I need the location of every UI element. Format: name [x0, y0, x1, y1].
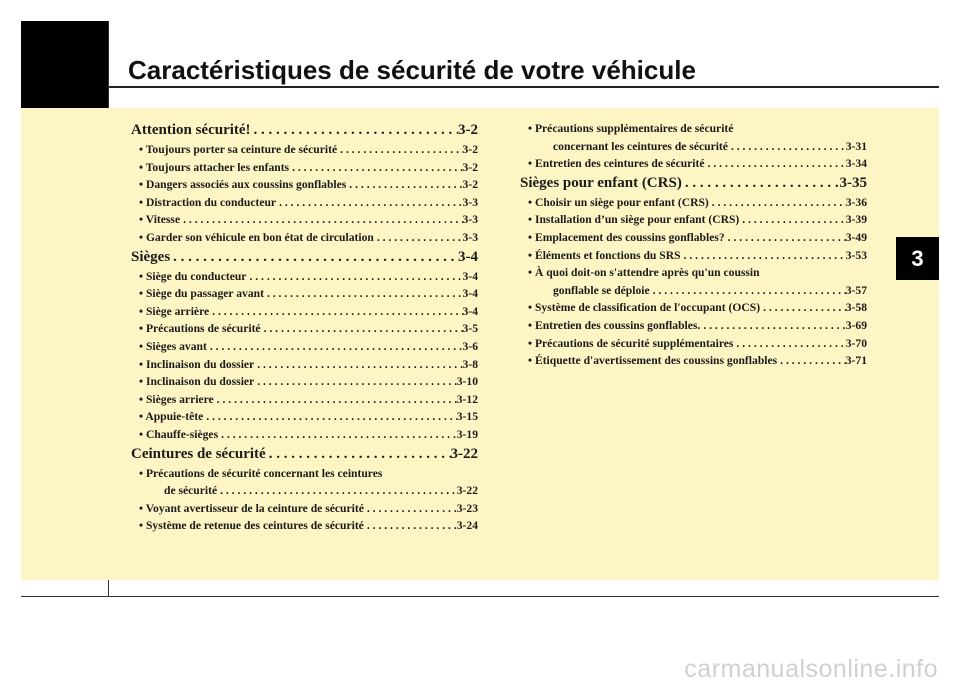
toc-item[interactable]: • Système de classification de l'occupant (OCS) . . . 3-58 — [520, 301, 867, 319]
leader-dots — [739, 213, 845, 226]
leader-dots — [728, 140, 846, 153]
leader-dots — [289, 161, 462, 174]
toc-right-column — [520, 122, 867, 372]
leader-dots — [760, 301, 846, 314]
leader-dots — [374, 231, 463, 244]
watermark: carmanualsonline.info — [684, 655, 938, 683]
leader-dots — [203, 410, 456, 423]
leader-dots — [254, 375, 457, 388]
leader-dots — [207, 340, 463, 353]
toc-item[interactable]: • Siège du passager avant . . . 3-4 — [131, 287, 478, 305]
toc-item[interactable]: de sécurité . . . 3-22 — [131, 484, 478, 502]
toc-item[interactable]: • Siège du conducteur . . . 3-4 — [131, 270, 478, 288]
leader-dots — [218, 428, 457, 441]
toc-item[interactable]: • Siège arrière . . . 3-4 — [131, 305, 478, 323]
leader-dots — [777, 354, 846, 367]
leader-dots — [251, 122, 458, 139]
leader-dots — [264, 287, 463, 300]
title-underline — [109, 86, 939, 88]
toc-section[interactable]: Ceintures de sécurité . . . 3-22 — [131, 446, 478, 467]
leader-dots — [214, 393, 457, 406]
toc-item[interactable]: • Entretien des coussins gonflables. . . . 3-69 — [520, 319, 867, 337]
leader-dots — [276, 196, 462, 209]
leader-dots — [180, 213, 462, 226]
leader-dots — [364, 519, 457, 532]
leader-dots — [705, 157, 846, 170]
toc-item-first-line[interactable]: • À quoi doit-on s'attendre après qu'un coussin — [528, 266, 760, 280]
toc-item[interactable]: • Inclinaison du dossier . . . 3-10 — [131, 375, 478, 393]
toc-item[interactable]: • Appuie-tête . . . 3-15 — [131, 410, 478, 428]
toc-item[interactable]: • Chauffe-sièges . . . 3-19 — [131, 428, 478, 446]
toc-item[interactable]: • Sièges avant . . . 3-6 — [131, 340, 478, 358]
leader-dots — [170, 249, 458, 266]
toc-item[interactable]: • Toujours attacher les enfants . . . 3-2 — [131, 161, 478, 179]
toc-item[interactable]: • Entretien des ceintures de sécurité . . . 3-34 — [520, 157, 867, 175]
leader-dots — [650, 284, 846, 297]
toc-section[interactable]: Sièges . . . 3-4 — [131, 249, 478, 270]
toc-item[interactable]: • Sièges arriere . . . 3-12 — [131, 393, 478, 411]
leader-dots — [725, 231, 846, 244]
leader-dots — [254, 358, 462, 371]
toc-left-column — [131, 122, 478, 537]
toc-section[interactable]: Sièges pour enfant (CRS) . . . 3-35 — [520, 175, 867, 196]
leader-dots — [209, 305, 462, 318]
toc-item[interactable]: • Précautions de sécurité supplémentaires . . . 3-70 — [520, 337, 867, 355]
toc-item[interactable]: • Vitesse . . . 3-3 — [131, 213, 478, 231]
toc-item[interactable]: • Dangers associés aux coussins gonflables . . . 3-2 — [131, 178, 478, 196]
toc-item[interactable]: • Choisir un siège pour enfant (CRS) . . . 3-36 — [520, 196, 867, 214]
toc-item[interactable]: • Inclinaison du dossier . . . 3-8 — [131, 358, 478, 376]
leader-dots — [246, 270, 462, 283]
leader-dots — [681, 249, 846, 262]
toc-item[interactable]: • Voyant avertisseur de la ceinture de sécurité . . . 3-23 — [131, 502, 478, 520]
leader-dots — [700, 319, 845, 332]
page-title: Caractéristiques de sécurité de votre véhicule — [128, 55, 696, 85]
toc-section[interactable]: Attention sécurité! . . . 3-2 — [131, 122, 478, 143]
leader-dots — [217, 484, 457, 497]
leader-dots — [337, 143, 462, 156]
leader-dots — [266, 446, 451, 463]
leader-dots — [733, 337, 845, 350]
toc-item-first-line[interactable]: • Précautions de sécurité concernant les ceintures — [139, 466, 383, 480]
leader-dots — [261, 322, 463, 335]
toc-item[interactable]: gonflable se déploie . . . 3-57 — [520, 284, 867, 302]
toc-item[interactable]: • Éléments et fonctions du SRS . . . 3-53 — [520, 249, 867, 267]
leader-dots — [346, 178, 462, 191]
toc-item[interactable]: • Précautions de sécurité . . . 3-5 — [131, 322, 478, 340]
toc-item[interactable]: • Garder son véhicule en bon état de circulation . . . 3-3 — [131, 231, 478, 249]
leader-dots — [682, 175, 840, 192]
corner-black-block — [21, 21, 109, 108]
toc-item[interactable]: • Installation d’un siège pour enfant (CRS) . . . 3-39 — [520, 213, 867, 231]
toc-item[interactable]: • Distraction du conducteur . . . 3-3 — [131, 196, 478, 214]
toc-item[interactable]: • Toujours porter sa ceinture de sécurité . . . 3-2 — [131, 143, 478, 161]
toc-item[interactable]: concernant les ceintures de sécurité . . . 3-31 — [520, 140, 867, 158]
leader-dots — [709, 196, 846, 209]
leader-dots — [364, 502, 457, 515]
toc-item[interactable]: • Système de retenue des ceintures de sécurité . . . 3-24 — [131, 519, 478, 537]
toc-item[interactable]: • Emplacement des coussins gonflables? . . . 3-49 — [520, 231, 867, 249]
toc-item[interactable]: • Étiquette d'avertissement des coussins gonflables . . . 3-71 — [520, 354, 867, 372]
toc-item-first-line[interactable]: • Précautions supplémentaires de sécurité — [528, 122, 734, 135]
bottom-rule — [21, 596, 939, 597]
chapter-tab[interactable]: 3 — [896, 237, 939, 280]
